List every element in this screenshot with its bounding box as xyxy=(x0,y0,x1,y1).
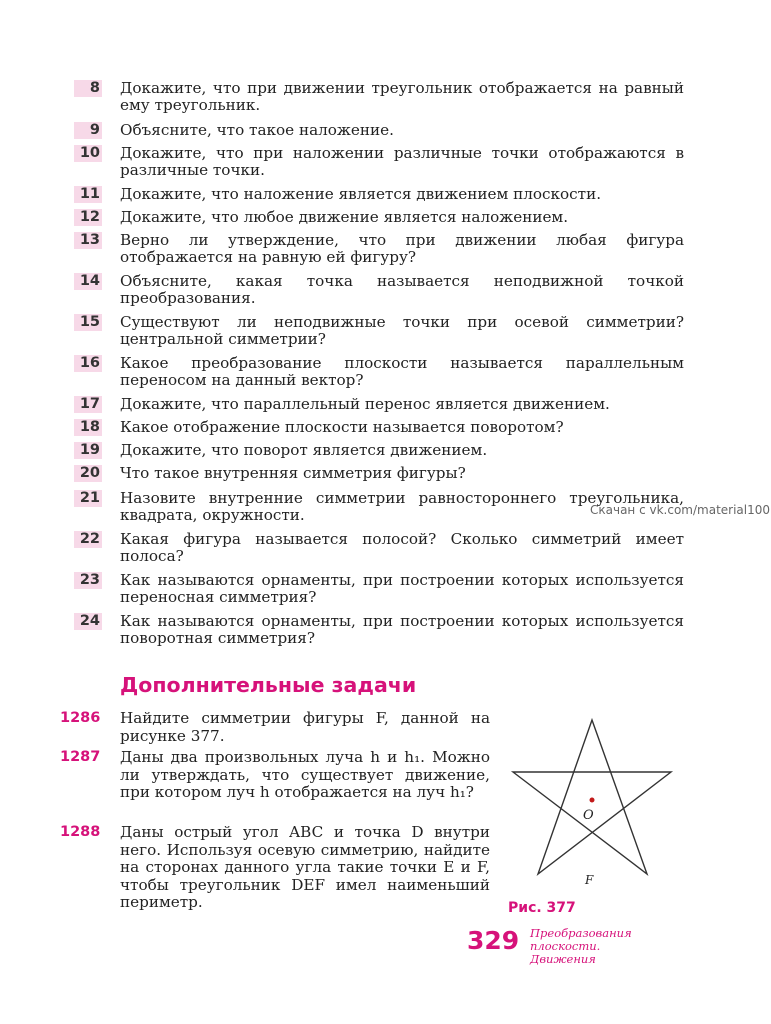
question-text: Объясните, что такое наложение. xyxy=(120,121,394,139)
question-text: Докажите, что параллельный перенос является движением. xyxy=(120,395,610,413)
question-text: Докажите, что наложение является движением плоскости. xyxy=(120,185,602,203)
question-number: 13 xyxy=(74,232,102,249)
question-text: Объясните, какая точка называется неподвижной точкой преобразования. xyxy=(120,272,684,307)
question-12 xyxy=(74,209,684,226)
center-point xyxy=(590,798,595,803)
question-text: Докажите, что при наложении различные точки отображаются в различные точки. xyxy=(120,144,684,179)
question-number: 24 xyxy=(74,613,102,630)
problem-number: 1286 xyxy=(60,710,101,726)
question-15 xyxy=(74,314,684,348)
question-text: Существуют ли неподвижные точки при осевой симметрии? центральной симметрии? xyxy=(120,313,684,348)
question-text: Какое преобразование плоскости называется параллельным переносом на данный вектор? xyxy=(120,354,684,389)
question-number: 8 xyxy=(74,80,102,97)
question-24 xyxy=(74,613,684,647)
question-11 xyxy=(74,186,684,203)
question-16 xyxy=(74,355,684,389)
question-text: Какое отображение плоскости называется поворотом? xyxy=(120,418,564,436)
question-8 xyxy=(74,80,684,114)
question-number: 15 xyxy=(74,314,102,331)
question-number: 19 xyxy=(74,442,102,459)
question-text: Докажите, что поворот является движением. xyxy=(120,441,488,459)
question-number: 9 xyxy=(74,122,102,139)
question-number: 23 xyxy=(74,572,102,589)
problem-1286 xyxy=(60,710,490,745)
question-text: Какая фигура называется полосой? Сколько симметрий имеет полоса? xyxy=(120,530,684,565)
question-number: 17 xyxy=(74,396,102,413)
center-label: O xyxy=(583,808,594,823)
question-number: 12 xyxy=(74,209,102,226)
question-number: 14 xyxy=(74,273,102,290)
question-number: 20 xyxy=(74,465,102,482)
pentagram-star xyxy=(513,720,671,874)
problem-text: Найдите симметрии фигуры F, данной на рисунке 377. xyxy=(120,709,490,745)
question-9 xyxy=(74,122,684,139)
question-text: Как называются орнаменты, при построении которых используется поворотная симметрия? xyxy=(120,612,684,647)
question-text: Что такое внутренняя симметрия фигуры? xyxy=(120,464,466,482)
question-text: Докажите, что любое движение является наложением. xyxy=(120,208,569,226)
question-number: 10 xyxy=(74,145,102,162)
question-text: Назовите внутренние симметрии равностороннего треугольника, квадрата, окружности. xyxy=(120,489,684,524)
problem-number: 1287 xyxy=(60,749,101,765)
question-18 xyxy=(74,419,684,436)
pentagram-figure xyxy=(505,712,685,897)
question-19 xyxy=(74,442,684,459)
section-title: Дополнительные задачи xyxy=(120,673,417,697)
question-text: Докажите, что при движении треугольник отображается на равный ему треугольник. xyxy=(120,79,684,114)
chapter-line: Движения xyxy=(530,952,596,966)
page-number: 329 xyxy=(467,926,520,955)
question-number: 21 xyxy=(74,490,102,507)
figure-caption: Рис. 377 xyxy=(508,900,576,916)
question-number: 18 xyxy=(74,419,102,436)
figure-label: F xyxy=(585,873,594,887)
problem-1288 xyxy=(60,824,490,912)
problem-1287 xyxy=(60,749,490,802)
problem-text: Даны два произвольных луча h и h₁. Можно ли утверждать, что существует движение, при котором луч h отображается на луч h₁? xyxy=(120,748,490,801)
question-text: Как называются орнаменты, при построении которых используется переносная симметрия? xyxy=(120,571,684,606)
question-13 xyxy=(74,232,684,266)
chapter-line: плоскости. xyxy=(530,939,601,953)
question-10 xyxy=(74,145,684,179)
question-number: 16 xyxy=(74,355,102,372)
question-14 xyxy=(74,273,684,307)
chapter-line: Преобразования xyxy=(530,926,632,940)
question-23 xyxy=(74,572,684,606)
chapter-title xyxy=(530,927,632,966)
question-number: 11 xyxy=(74,186,102,203)
question-22 xyxy=(74,531,684,565)
question-17 xyxy=(74,396,684,413)
problem-text: Даны острый угол ABC и точка D внутри него. Используя осевую симметрию, найдите на сторонах данного угла такие точки E и F, чтобы треугольник DEF имел наименьший периметр. xyxy=(120,823,490,911)
question-text: Верно ли утверждение, что при движении любая фигура отображается на равную ей фигуру? xyxy=(120,231,684,266)
question-number: 22 xyxy=(74,531,102,548)
watermark: Скачан с vk.com/material100 xyxy=(590,503,771,517)
question-20 xyxy=(74,465,684,482)
problem-number: 1288 xyxy=(60,824,101,840)
